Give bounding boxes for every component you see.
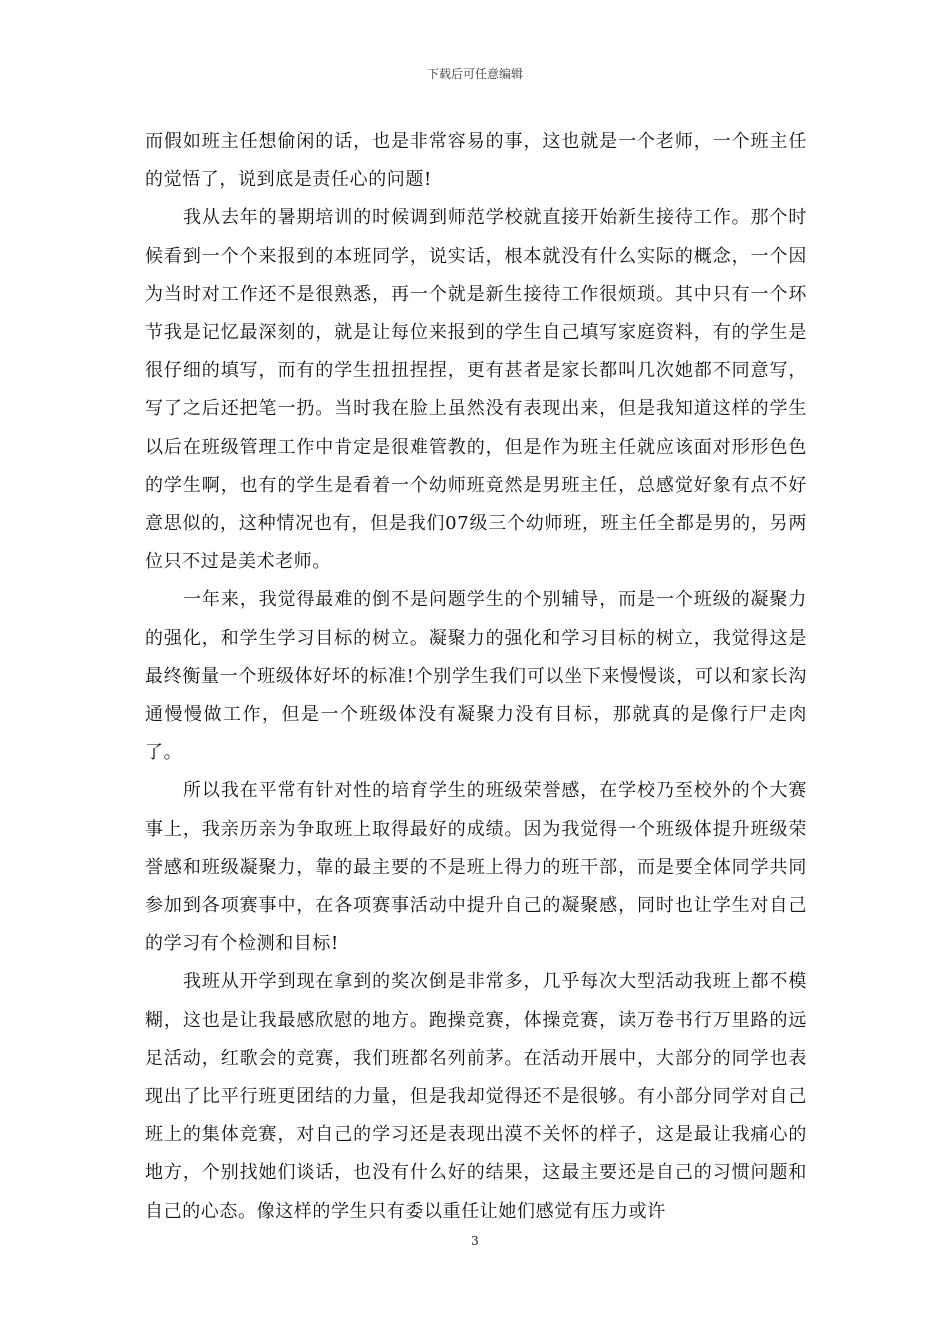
paragraph-2: 我从去年的暑期培训的时候调到师范学校就直接开始新生接待工作。那个时候看到一个个来报到的本班同学，说实话，根本就没有什么实际的概念，一个因为当时对工作还不是很熟悉，再一个就是新生接待工作很烦琐。其中只有一个环节我是记忆最深刻的，就是让每位来报到的学生自己填写家庭资料，有的学生是很仔细的填写，而有的学生扭扭捏捏，更有甚者是家长都叫几次她都不同意写，写了之后还把笔一扔。当时我在脸上虽然没有表现出来，但是我知道这样的学生以后在班级管理工作中肯定是很难管教的，但是作为班主任就应该面对形形色色的学生啊，也有的学生是看着一个幼师班竟然是男班主任，总感觉好象有点不好意思似的，这种情况也有，但是我们07级三个幼师班，班主任全都是男的，另两位只不过是美术老师。 [145,207,807,573]
page-number: 3 [471,1234,479,1248]
paragraph-3: 一年来，我觉得最难的倒不是问题学生的个别辅导，而是一个班级的凝聚力的强化，和学生学习目标的树立。凝聚力的强化和学习目标的树立，我觉得这是最终衡量一个班级体好坏的标准!个别学生我们可以坐下来慢慢谈，可以和家长沟通慢慢做工作，但是一个班级体没有凝聚力没有目标，那就真的是像行尸走肉了。 [145,589,807,764]
paragraph-5: 我班从开学到现在拿到的奖次倒是非常多，几乎每次大型活动我班上都不模糊，这也是让我最感欣慰的地方。跑操竞赛，体操竞赛，读万卷书行万里路的远足活动，红歌会的竞赛，我们班都名列前茅。在活动开展中，大部分的同学也表现出了比平行班更团结的力量，但是我却觉得还不是很够。有小部分同学对自己班上的集体竞赛，对自己的学习还是表现出漠不关怀的样子，这是最让我痛心的地方，个别找她们谈话，也没有什么好的结果，这最主要还是自己的习惯问题和自己的心态。像这样的学生只有委以重任让她们感觉有压力或许 [145,971,807,1222]
paragraph-4: 所以我在平常有针对性的培育学生的班级荣誉感，在学校乃至校外的个大赛事上，我亲历亲为争取班上取得最好的成绩。因为我觉得一个班级体提升班级荣誉感和班级凝聚力，靠的最主要的不是班上得力的班干部，而是要全体同学共同参加到各项赛事中，在各项赛事活动中提升自己的凝聚感，同时也让学生对自己的学习有个检测和目标! [145,780,807,955]
paragraph-1: 而假如班主任想偷闲的话，也是非常容易的事，这也就是一个老师，一个班主任的觉悟了，说到底是责任心的问题! [145,131,807,191]
document-body [145,123,807,1231]
page-header: 下载后可任意编辑 [426,67,523,81]
